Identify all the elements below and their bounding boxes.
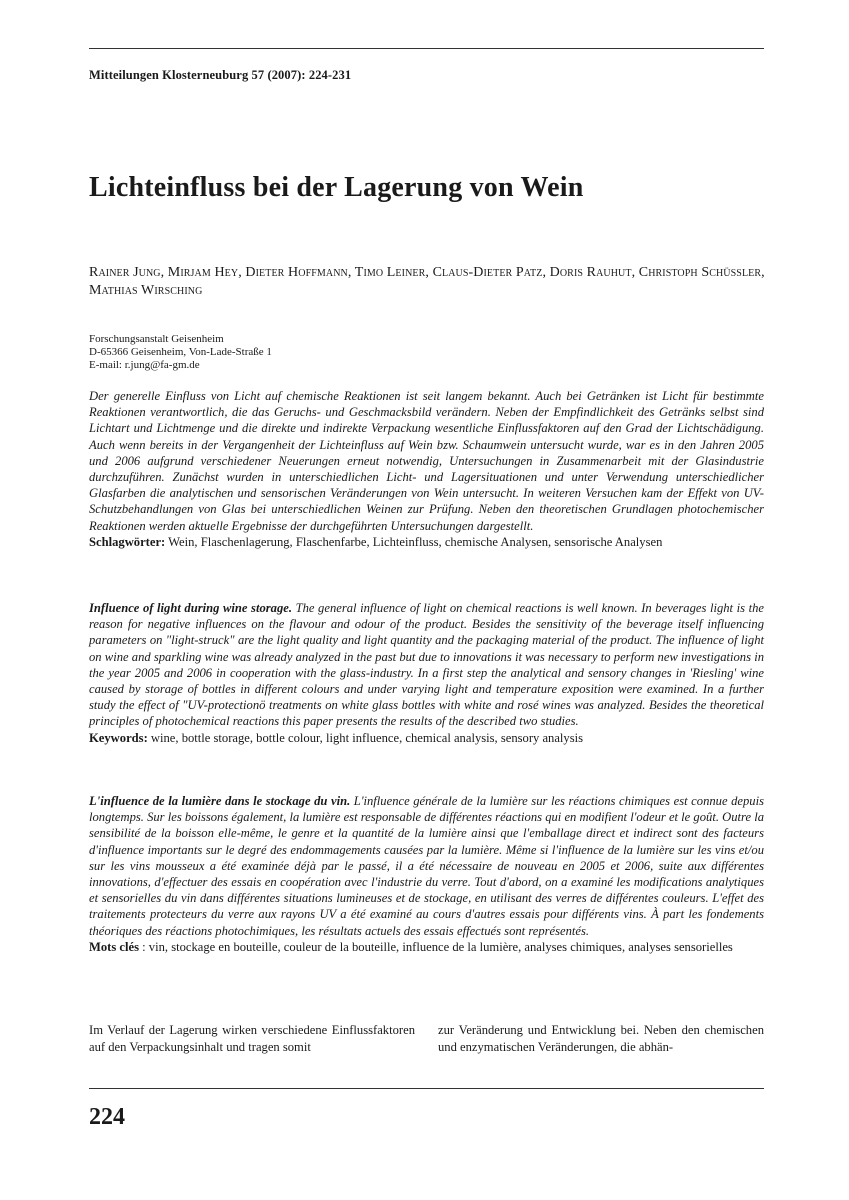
keywords-german-list: Wein, Flaschenlagerung, Flaschenfarbe, Lichteinfluss, chemische Analysen, sensorische Analysen xyxy=(165,534,663,549)
footer-rule xyxy=(89,1088,764,1089)
abstract-english-title: Influence of light during wine storage. xyxy=(89,601,292,615)
affiliation xyxy=(89,333,764,372)
keywords-english-list: wine, bottle storage, bottle colour, light influence, chemical analysis, sensory analysis xyxy=(147,730,584,745)
keywords-english xyxy=(89,731,583,745)
keywords-german-label: Schlagwörter: xyxy=(89,534,166,549)
abstract-french-title: L'influence de la lumière dans le stockage du vin. xyxy=(89,794,351,808)
abstract-french xyxy=(89,793,764,955)
body-columns xyxy=(89,1022,764,1056)
abstract-english-text: The general influence of light on chemical reactions is well known. In beverages light is the reason for negative influences on the flavour and odour of the product. Besides the sensitivity of the beverage itself influencing parameters on "light-struck" are the light quality and light quantity and the packaging material of the product. The influence of light on wine and sparkling wine was already analyzed in the past but due to innovations it was necessary to perform new investigations in the year 2005 and 2006 in cooperation with the glass-industry. In a first step the analytical and sensory changes in 'Riesling' wine caused by storage of bottles in different colours and under varying light and temperature exposition were examined. In a further study the effect of "UV-protectionö treatments on white glass bottles with white and rosé wines was analyzed. Besides the theoretical principles of photochemical reactions this paper presents the results of the described two studies. xyxy=(89,601,764,729)
body-column-right: zur Veränderung und Entwicklung bei. Neben den chemischen und enzymatischen Veränderungen, die abhän- xyxy=(438,1023,764,1054)
journal-reference: Mitteilungen Klosterneuburg 57 (2007): 224-231 xyxy=(89,68,352,82)
keywords-french xyxy=(89,940,733,954)
keywords-german xyxy=(89,535,662,549)
affiliation-address: D-65366 Geisenheim, Von-Lade-Straße 1 xyxy=(89,346,272,358)
abstract-german-text: Der generelle Einfluss von Licht auf chemische Reaktionen ist seit langem bekannt. Auch bei Getränken ist Licht für bestimmte Reaktionen verantwortlich, die das Geruchs- und Geschmacksbild verändern. Neben der Empfindlichkeit des Getränks selbst sind Lichtart und Lichtmenge und die direkte und indirekte Verpackung wesentliche Einflussfaktoren auf den Grad der Lichtschädigung. Auch wenn bereits in der Vergangenheit der Lichteinfluss auf Wein bzw. Schaumwein untersucht wurde, war es in den Jahren 2005 und 2006 aufgrund verschiedener Neuerungen erneut notwendig, Untersuchungen in Zusammenarbeit mit der Glasindustrie durchzuführen. Zunächst wurden in unterschiedlichen Licht- und Lagersituationen und unter Verwendung unterschiedlicher Glasfarben die analytischen und sensorischen Veränderungen von Wein untersucht. In weiteren Versuchen kam der Effekt von UV-Schutzbehandlungen von Glas bei unterschiedlichen Weinen zur Prüfung. Neben den theoretischen Grundlagen photochemischer Reaktionen werden aktuelle Ergebnisse der durchgeführten Untersuchungen dargestellt. xyxy=(89,389,764,533)
keywords-french-list: : vin, stockage en bouteille, couleur de la bouteille, influence de la lumière, analyses chimiques, analyses sensorielles xyxy=(139,939,733,954)
affiliation-institute: Forschungsanstalt Geisenheim xyxy=(89,333,224,345)
body-column-left: Im Verlauf der Lagerung wirken verschiedene Einflussfaktoren auf den Verpackungsinhalt und tragen somit xyxy=(89,1023,415,1054)
article-title: Lichteinfluss bei der Lagerung von Wein xyxy=(89,172,584,203)
abstract-english xyxy=(89,600,764,746)
header-rule xyxy=(89,48,764,49)
page-number: 224 xyxy=(89,1104,125,1130)
abstract-french-text: L'influence générale de la lumière sur les réactions chimiques est connue depuis longtemps. Sur les boissons également, la lumière est responsable de différentes réactions qui en modifient l'odeur et le goût. Outre la sensibilité de la boisson elle-même, le genre et la quantité de la lumière ainsi que l'emballage direct et indirect sont des facteurs d'influence importants sur le degré des endommagements causées par la lumière. Même si l'influence de la lumière sur les vins et/ou sur les vins mousseux a été examinée déjà par le passé, il a été nécessaire de nouveau en 2005 et 2006, suite aux différentes innovations, d'effectuer des essais en coopération avec l'industrie du verre. Tout d'abord, on a examiné les modifications analytiques et sensorielles du vin dans différentes situations lumineuses et de stockage, en utilisant des verres de différentes couleurs. L'effet des traitements protecteurs du verre aux rayons UV a été examiné au cours d'autres essais pour différents vins. À part les fondements théoriques des réactions photochimiques, les résultats actuels des essais effectués sont représentés. xyxy=(89,794,765,938)
affiliation-email: E-mail: r.jung@fa-gm.de xyxy=(89,359,200,371)
abstract-german xyxy=(89,388,764,550)
author-list: Rainer Jung, Mirjam Hey, Dieter Hoffmann, Timo Leiner, Claus-Dieter Patz, Doris Rauhut, Christoph Schüssler, Mathias Wirsching xyxy=(89,265,765,298)
keywords-english-label: Keywords: xyxy=(89,730,148,745)
keywords-french-label: Mots clés xyxy=(89,939,140,954)
